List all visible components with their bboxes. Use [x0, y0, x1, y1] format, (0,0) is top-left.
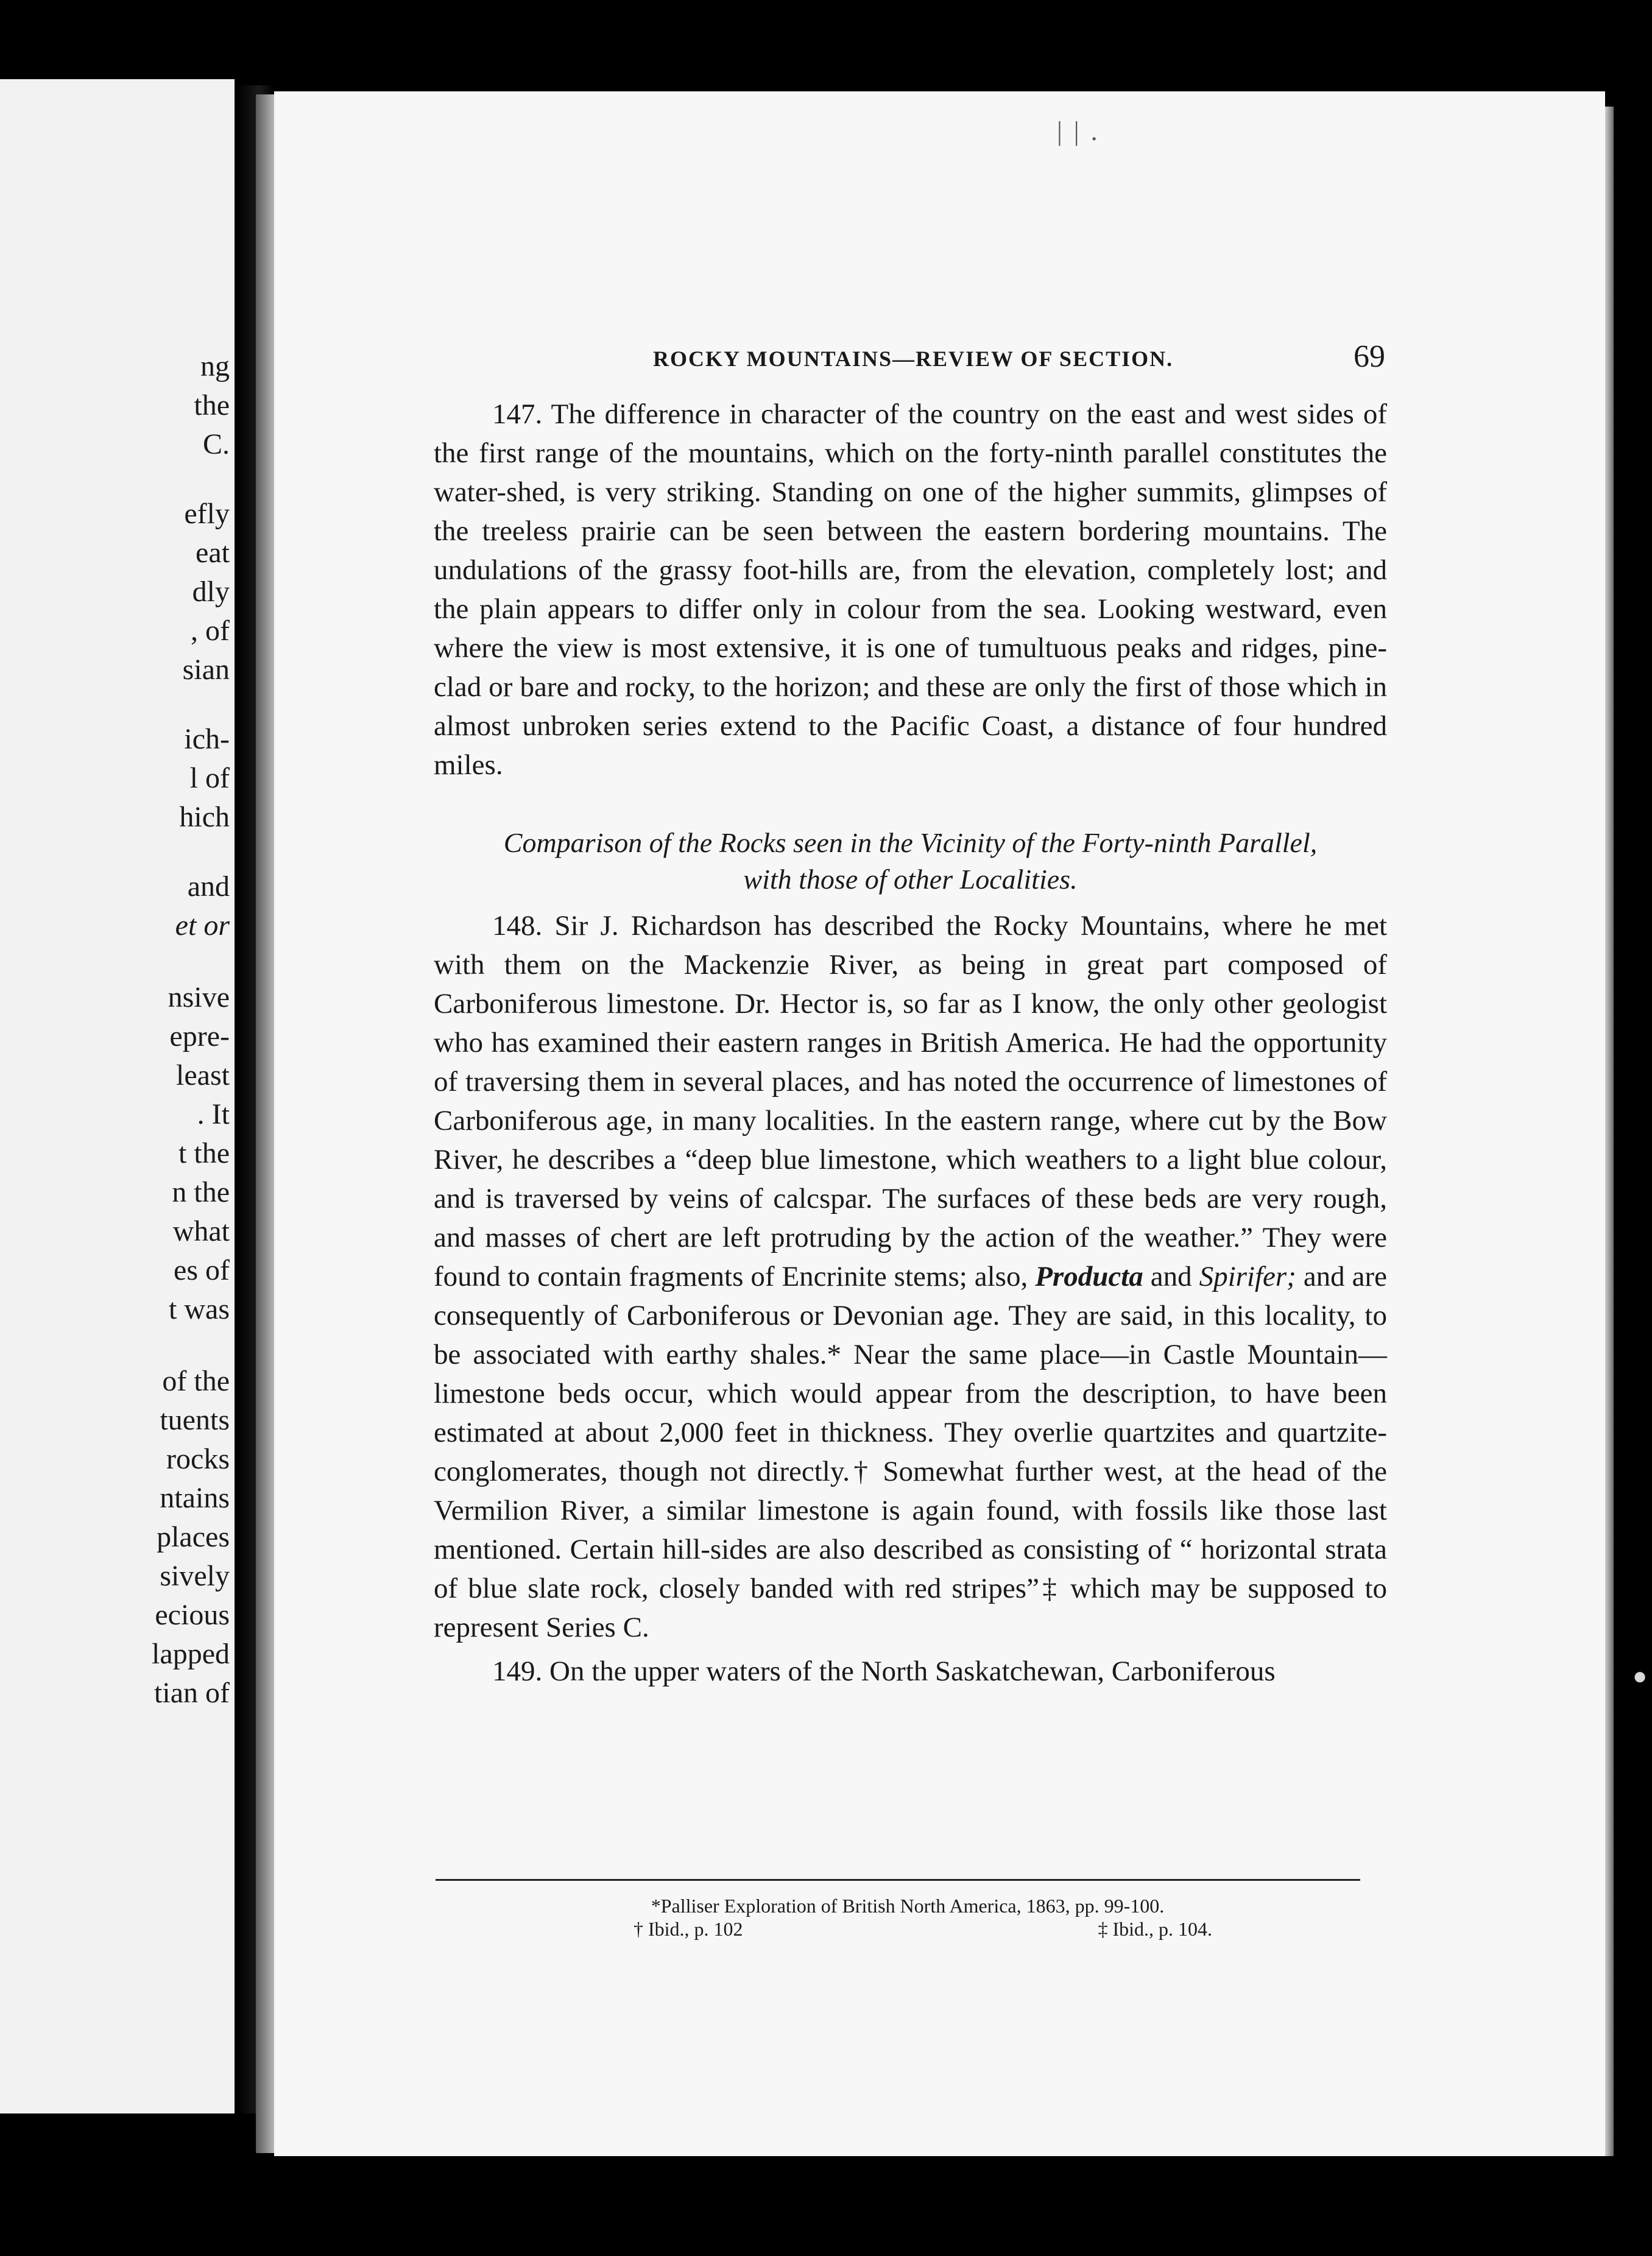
paragraph-text: Sir J. Richardson has described the Rocky Mountains, where he met with them on the Mackenzie River, as being in great part composed of Carboniferous limestone. Dr. Hector is, so far as I know, the only other geologist who has examined their eastern ranges in British America. He had the opportunity of traversing them in several places, and has noted the occurrence of limestones of Carboniferous age, in many localities. In the eastern range, where cut by the Bow River, he describes a “deep blue limestone, which weathers to a light blue colour, and is traversed by veins of calcspar. The surfaces of these beds are very rough, and masses of chert are left protruding by the action of the weather.” They were found to contain fragments of Encrinite stems; also,: [434, 910, 1387, 1292]
conjunction: and: [1150, 1261, 1192, 1292]
paragraph-147: [434, 395, 1387, 784]
paragraph-number: 149.: [492, 1655, 543, 1687]
left-page-line-fragment: . It: [197, 1098, 230, 1130]
footnote-rule: [436, 1879, 1360, 1881]
paragraph-text: On the upper waters of the North Saskatchewan, Carboniferous: [549, 1655, 1276, 1687]
left-page-line-fragment: places: [157, 1521, 230, 1553]
left-page-line-fragment: ng: [200, 350, 230, 382]
left-page-line-fragment: rocks: [166, 1443, 230, 1475]
left-page-line-fragment: t the: [178, 1137, 230, 1169]
paragraph-number: 148.: [492, 910, 543, 942]
left-page-line-fragment: t was: [169, 1293, 230, 1325]
left-page-line-fragment: ecious: [155, 1599, 230, 1631]
paragraph-text-continued: and are consequently of Carboniferous or Devonian age. They are said, in this locality, to be associated with earthy shales.* Near the same place—in Castle Mountain—limestone beds occur, which would appear from the description, to have been estimated at about 2,000 feet in thickness. They overlie quartzites and quartzite-conglomerates, though not directly.† Somewhat further west, at the head of the Vermilion River, a similar limestone is again found, with fossils like those last mentioned. Certain hill-sides are also described as consisting of “ horizontal strata of blue slate rock, closely banded with red stripes”‡ which may be supposed to represent Series C.: [434, 1261, 1388, 1643]
left-page-line-fragment: sively: [160, 1560, 230, 1592]
left-page-line-fragment: tuents: [160, 1404, 230, 1436]
footnote-2: † Ibid., p. 102: [634, 1918, 743, 1940]
left-page-line-fragment: lapped: [152, 1638, 230, 1670]
footnote-row: [560, 1917, 1255, 1941]
section-heading: [434, 825, 1387, 898]
genus-spirifer: Spirifer;: [1199, 1261, 1296, 1292]
left-page: [0, 79, 235, 2113]
section-heading-line-2: with those of other Localities.: [743, 864, 1078, 895]
section-heading-line-1: Comparison of the Rocks seen in the Vicinity of the Forty-ninth Parallel,: [503, 827, 1318, 858]
footnote-3: ‡ Ibid., p. 104.: [1098, 1918, 1212, 1940]
left-page-line-fragment: what: [172, 1215, 230, 1247]
left-page-line-fragment: eat: [196, 537, 230, 569]
left-page-line-fragment: the: [194, 389, 230, 421]
footnote-1: *Palliser Exploration of British North America, 1863, pp. 99-100.: [651, 1895, 1165, 1917]
left-page-line-fragment: , of: [191, 615, 230, 647]
left-page-line-fragment: l of: [189, 762, 230, 794]
paragraph-number: 147.: [492, 398, 543, 430]
left-page-line-fragment: ntains: [160, 1482, 230, 1514]
scan-speck: ●: [1633, 1662, 1648, 1690]
left-page-line-fragment: efly: [184, 498, 230, 530]
left-page-line-fragment: sian: [182, 654, 230, 686]
page-edge: [1605, 107, 1614, 2156]
left-page-line-fragment: least: [176, 1059, 230, 1091]
left-page-line-fragment: es of: [174, 1254, 230, 1286]
left-page-line-fragment: and: [187, 870, 230, 903]
paragraph-148: [434, 906, 1387, 1647]
genus-producta: Producta: [1035, 1261, 1143, 1292]
left-page-line-fragment: epre-: [169, 1020, 230, 1052]
page-number: 69: [1354, 339, 1385, 374]
left-page-line-fragment: n the: [172, 1176, 230, 1208]
footnotes: [560, 1894, 1255, 1941]
left-page-line-fragment: ich-: [184, 723, 230, 755]
margin-marks: | | .: [1057, 116, 1100, 146]
paragraph-149: [434, 1652, 1387, 1691]
left-page-line-fragment: dly: [192, 576, 230, 608]
left-page-line-fragment: tian of: [154, 1677, 230, 1709]
left-page-line-fragment: C.: [202, 428, 230, 460]
left-page-line-fragment: of the: [162, 1365, 230, 1397]
paragraph-text: The difference in character of the country on the east and west sides of the first range of the mountains, which on the forty-ninth parallel constitutes the water-shed, is very striking. Standing on one of the higher summits, glimpses of the treeless prairie can be seen between the eastern bordering mountains. The undulations of the grassy foot-hills are, from the elevation, completely lost; and the plain appears to differ only in colour from the sea. Looking westward, even where the view is most extensive, it is one of tumultuous peaks and ridges, pine-clad or bare and rocky, to the horizon; and these are only the first of those which in almost unbroken series extend to the Pacific Coast, a distance of four hundred miles.: [434, 398, 1388, 781]
left-page-line-fragment: et or: [175, 909, 230, 942]
left-page-line-fragment: nsive: [168, 981, 230, 1013]
body-text: [434, 395, 1387, 1691]
running-head: ROCKY MOUNTAINS—REVIEW OF SECTION.: [653, 347, 1174, 371]
left-page-line-fragment: hich: [179, 801, 230, 833]
